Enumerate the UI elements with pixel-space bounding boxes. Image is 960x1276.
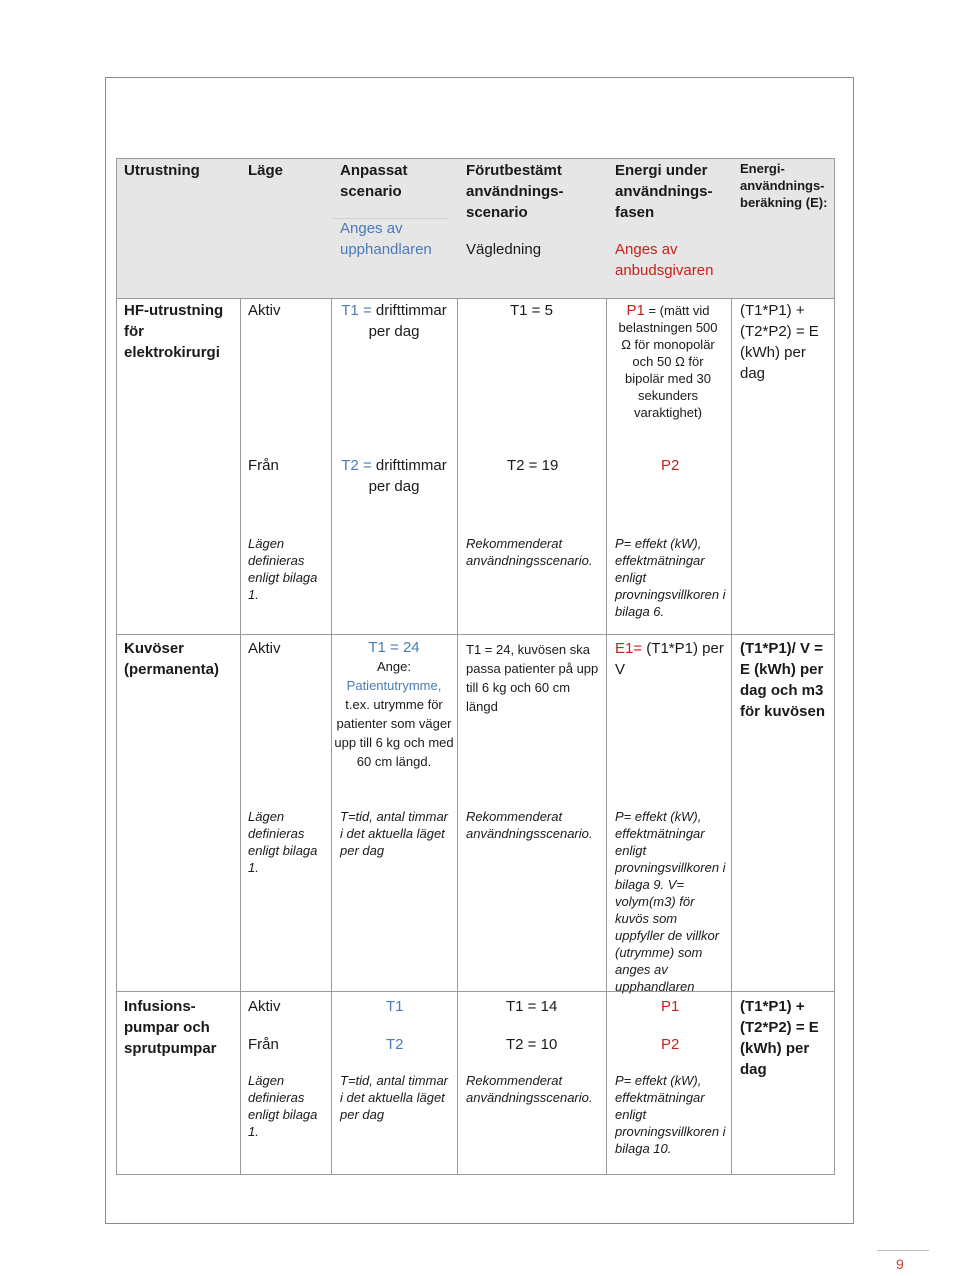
hf-mode-off: Från (248, 457, 279, 474)
kuvos-modes-note: Lägen definieras enligt bilaga 1. (248, 809, 318, 875)
hf-equipment: HF-utrustning för elektrokirurgi (124, 302, 224, 361)
hf-guide-2: T2 = 19 (507, 457, 559, 474)
col-border-2 (331, 298, 332, 1175)
header-anpassat-sub: Anges av upphandlaren (340, 220, 432, 258)
infusion-p-note: P= effekt (kW), effektmätningar enligt provningsvillkoren i bilaga 10. (615, 1073, 726, 1156)
kuvos-p-note: P= effekt (kW), effektmätningar enligt provningsvillkoren i bilaga 9. V= volym(m3) för kuvös som uppfyller de villkor (utrymme) som anges av upphandlaren (615, 809, 726, 994)
kuvos-equipment: Kuvöser (permanenta) (124, 640, 220, 678)
kuvos-t1-label: T1 = 24 (368, 639, 420, 656)
table-top-border (116, 158, 834, 159)
header-utrustning: Utrustning (124, 162, 200, 179)
infusion-mode-off: Från (248, 1036, 279, 1053)
hf-guide-note: Rekommenderat användningsscenario. (466, 536, 593, 568)
hf-mode-active: Aktiv (248, 302, 281, 319)
hf-t2-text: drifttimmar per dag (368, 457, 447, 495)
col-border-0 (116, 158, 117, 1175)
infusion-calc: (T1*P1) + (T2*P2) = E (kWh) per dag (740, 998, 819, 1078)
kuvos-e1-rest: (T1*P1) per V (615, 640, 724, 678)
infusion-equipment: Infusions-pumpar och sprutpumpar (124, 998, 217, 1057)
hf-t2 (334, 455, 454, 497)
page-number-rule (877, 1250, 929, 1251)
hf-t1-text: drifttimmar per dag (368, 302, 447, 340)
col-border-1 (240, 298, 241, 1175)
kuvos-t1 (334, 638, 454, 771)
col-border-6 (834, 158, 835, 1175)
infusion-t-note: T=tid, antal timmar i det aktuella läget per dag (340, 1073, 449, 1122)
hf-row-bottom-border (116, 634, 834, 635)
hf-t2-eq: T2 = (341, 457, 372, 474)
hf-p-note: P= effekt (kW), effektmätningar enligt provningsvillkoren i bilaga 6. (615, 536, 726, 619)
header-lage: Läge (248, 162, 284, 179)
infusion-t2: T2 (386, 1036, 404, 1053)
hf-p2: P2 (661, 457, 680, 474)
col-border-3 (457, 298, 458, 1175)
kuvos-mode-active: Aktiv (248, 640, 281, 657)
table-bottom-border (116, 1174, 834, 1175)
infusion-t1: T1 (386, 998, 404, 1015)
col-border-5 (731, 298, 732, 1175)
infusion-guide-2: T2 = 10 (506, 1036, 558, 1053)
hf-calc: (T1*P1) + (T2*P2) = E (kWh) per dag (740, 302, 819, 382)
infusion-guide-1: T1 = 14 (506, 998, 558, 1015)
infusion-p1: P1 (661, 998, 680, 1015)
kuvos-guide: T1 = 24, kuvösen ska passa patienter på upp till 6 kg och 60 cm längd (466, 642, 599, 714)
kuvos-t-note: T=tid, antal timmar i det aktuella läget per dag (340, 809, 449, 858)
kuvos-e1-label: E1= (615, 640, 643, 657)
header-energi: Energi under användnings-fasen (615, 162, 713, 221)
kuvos-ange-rest: t.ex. utrymme för patienter som väger upp till 6 kg och med 60 cm längd. (334, 697, 454, 769)
hf-t1-eq: T1 = (341, 302, 372, 319)
header-anpassat: Anpassat scenario (340, 162, 408, 200)
header-vagledning: Vägledning (466, 241, 542, 258)
hf-guide-1: T1 = 5 (510, 302, 553, 319)
infusion-mode-active: Aktiv (248, 998, 281, 1015)
header-berakning: Energi-användnings-beräkning (E): (740, 161, 828, 210)
kuvos-ange-blue: Patientutrymme, (346, 678, 442, 693)
hf-p1-label: P1 (626, 302, 645, 319)
infusion-guide-note: Rekommenderat användningsscenario. (466, 1073, 593, 1105)
header-energi-sub: Anges av anbudsgivaren (615, 241, 714, 279)
page-number: 9 (896, 1256, 904, 1272)
kuvos-calc: (T1*P1)/ V = E (kWh) per dag och m3 för kuvösen (740, 640, 826, 720)
header-forutbestamt: Förutbestämt användnings-scenario (466, 162, 564, 221)
infusion-p2: P2 (661, 1036, 680, 1053)
kuvos-ange: Ange: (377, 659, 411, 674)
infusion-modes-note: Lägen definieras enligt bilaga 1. (248, 1073, 318, 1139)
kuvos-guide-note: Rekommenderat användningsscenario. (466, 809, 593, 841)
header-bottom-border (116, 298, 834, 299)
hf-t1 (334, 300, 454, 342)
hf-p1-rest: = (mätt vid belastningen 500 Ω för monopolär och 50 Ω för bipolär med 30 sekunders varaktighet) (618, 303, 718, 420)
col-border-4 (606, 298, 607, 1175)
kuvos-e1 (615, 638, 727, 680)
hf-modes-note: Lägen definieras enligt bilaga 1. (248, 536, 318, 602)
hf-p1 (612, 302, 724, 421)
